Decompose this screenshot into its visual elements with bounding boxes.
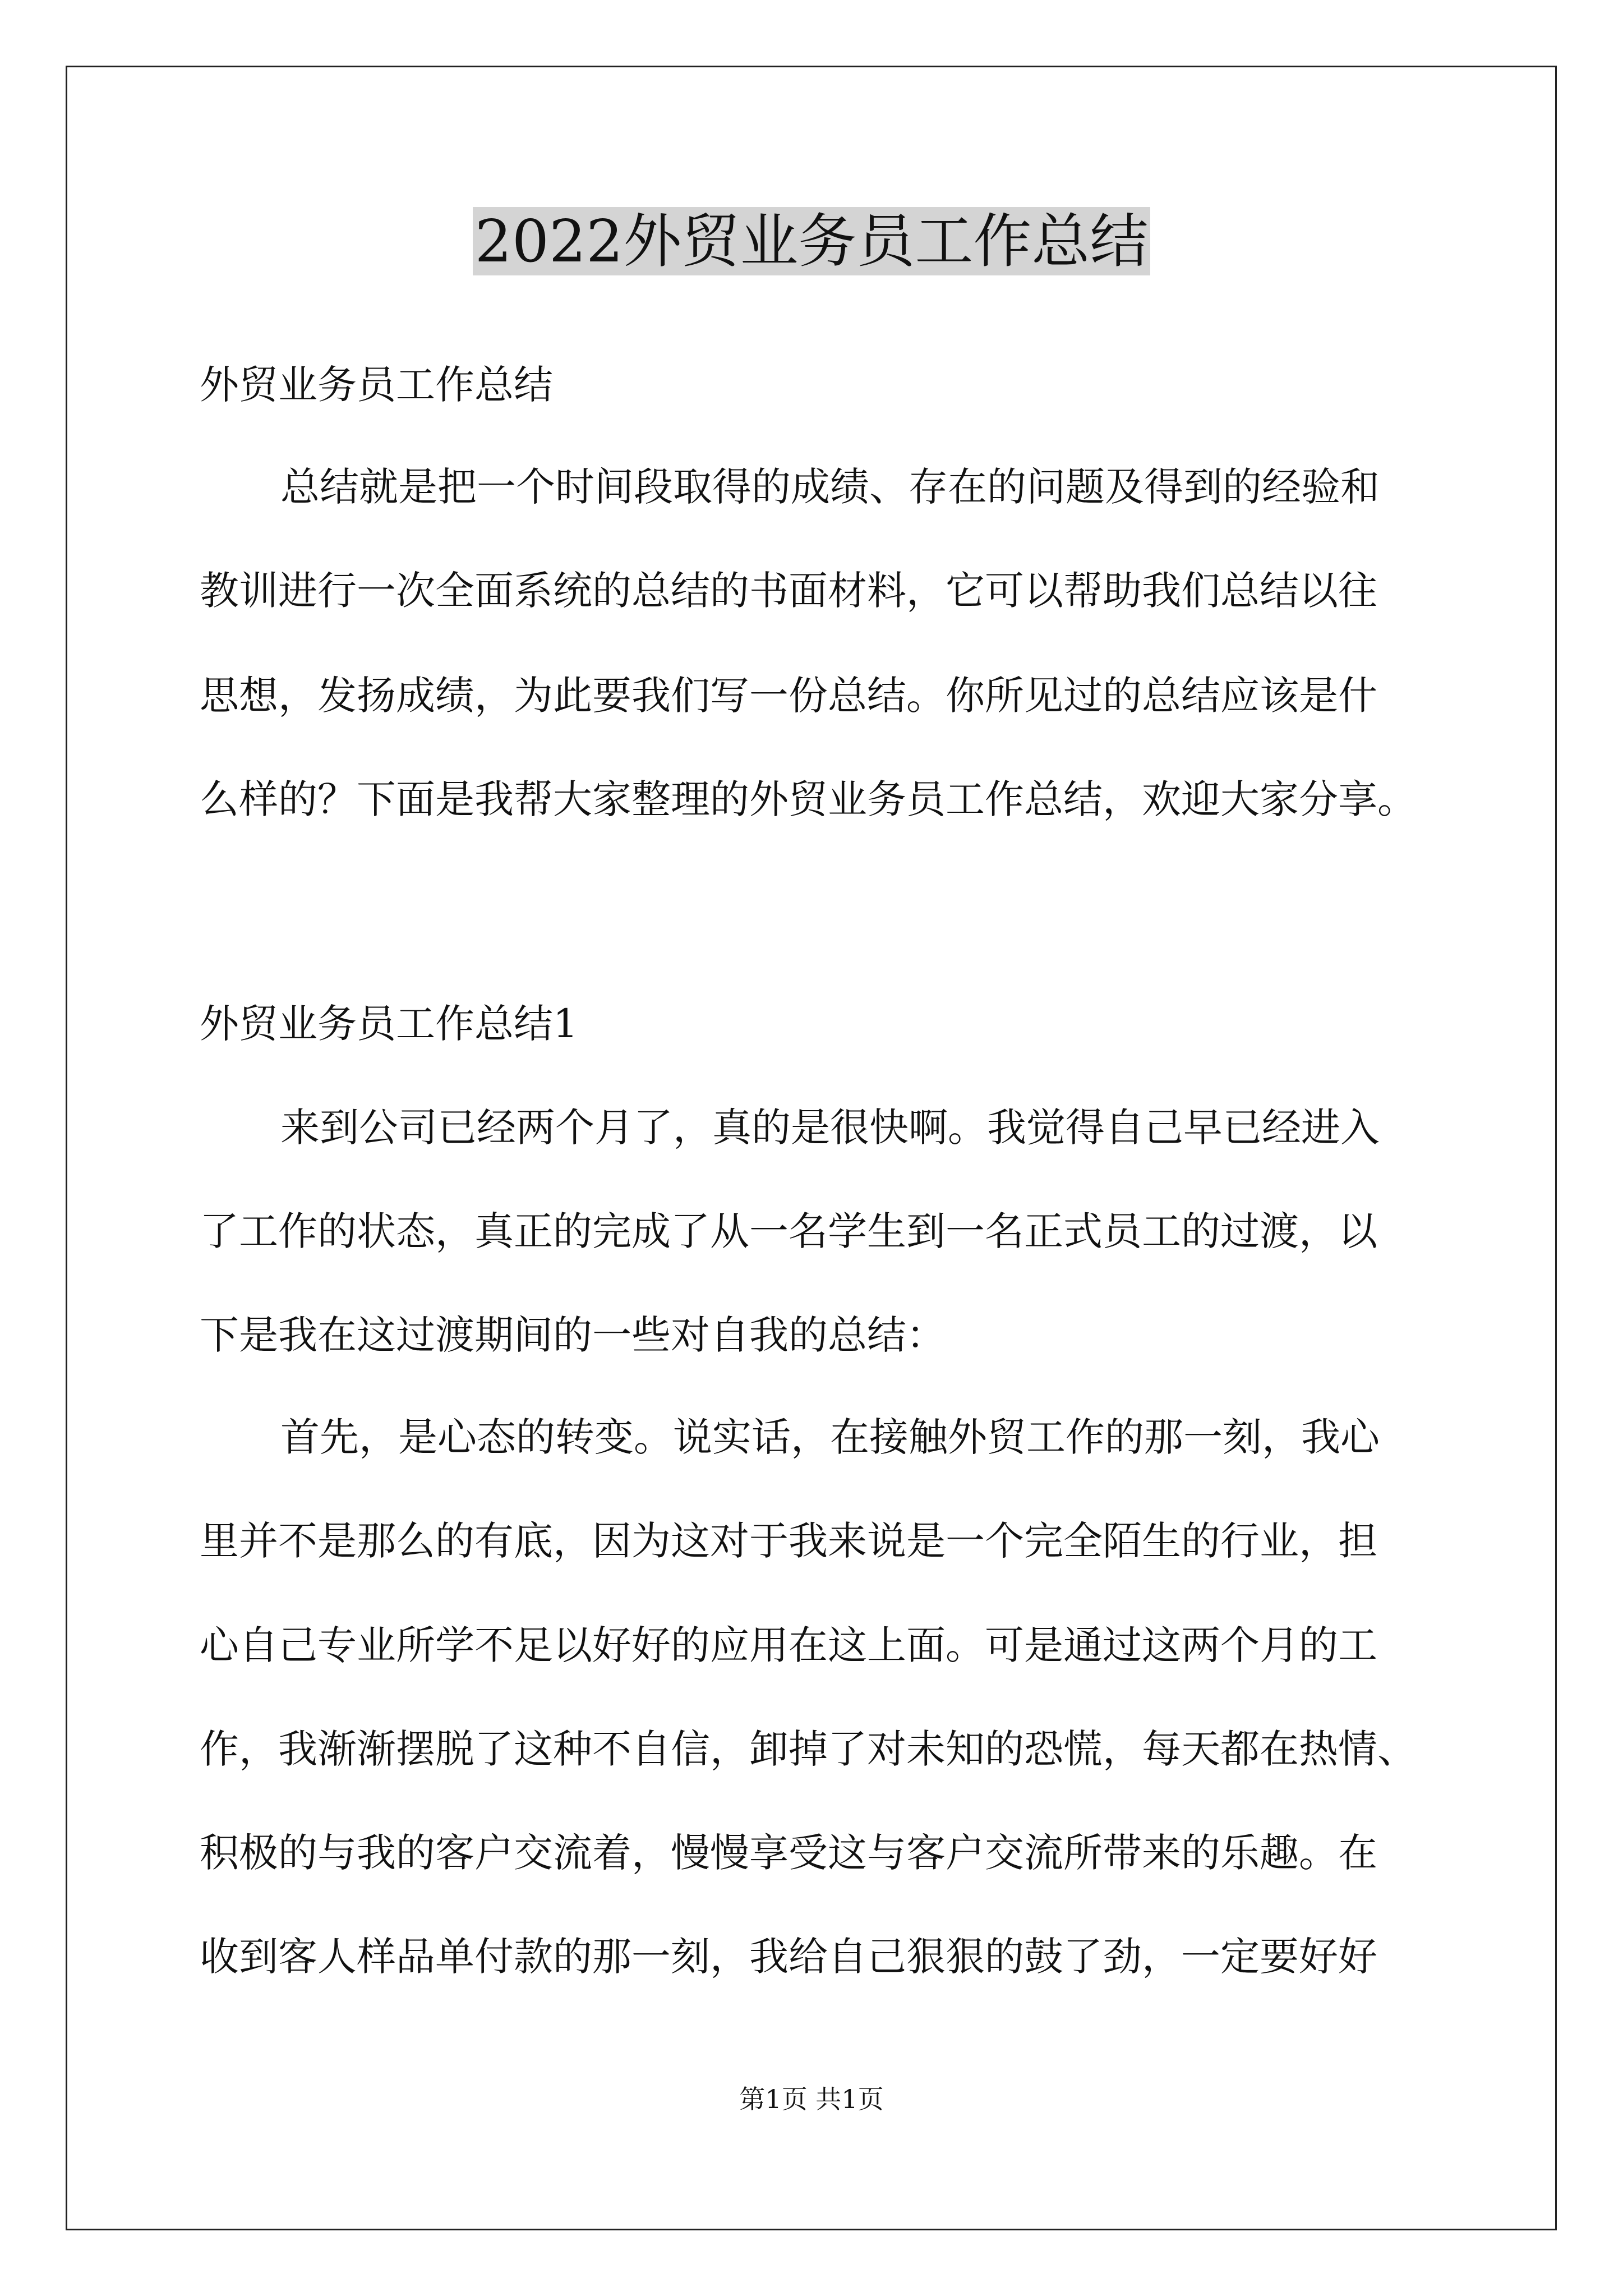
- page-footer: 第1页 共1页: [739, 2084, 884, 2114]
- intro-line: 总结就是把一个时间段取得的成绩、存在的问题及得到的经验和: [280, 464, 1380, 510]
- paragraph-line: 里并不是那么的有底，因为这对于我来说是一个完全陌生的行业，担: [200, 1518, 1377, 1564]
- intro-heading: 外贸业务员工作总结: [200, 362, 553, 408]
- intro-line: 思想，发扬成绩，为此要我们写一份总结。你所见过的总结应该是什: [200, 673, 1377, 719]
- paragraph-line: 了工作的状态，真正的完成了从一名学生到一名正式员工的过渡，以: [200, 1208, 1377, 1254]
- intro-line: 教训进行一次全面系统的总结的书面材料，它可以帮助我们总结以往: [200, 568, 1377, 614]
- paragraph-line: 首先，是心态的转变。说实话，在接触外贸工作的那一刻，我心: [280, 1414, 1380, 1460]
- paragraph-line: 积极的与我的客户交流着，慢慢享受这与客户交流所带来的乐趣。在: [200, 1830, 1377, 1876]
- document-title: 2022外贸业务员工作总结: [0, 199, 1623, 283]
- section-heading: 外贸业务员工作总结1: [200, 1001, 578, 1047]
- paragraph-line: 心自己专业所学不足以好好的应用在这上面。可是通过这两个月的工: [200, 1622, 1377, 1668]
- paragraph-line: 下是我在这过渡期间的一些对自我的总结：: [200, 1312, 946, 1358]
- paragraph-line: 来到公司已经两个月了，真的是很快啊。我觉得自己早已经进入: [280, 1105, 1380, 1151]
- intro-line: 么样的？下面是我帮大家整理的外贸业务员工作总结，欢迎大家分享。: [200, 776, 1417, 822]
- paragraph-line: 作，我渐渐摆脱了这种不自信，卸掉了对未知的恐慌，每天都在热情、: [200, 1726, 1417, 1772]
- paragraph-line: 收到客人样品单付款的那一刻，我给自己狠狠的鼓了劲，一定要好好: [200, 1934, 1377, 1980]
